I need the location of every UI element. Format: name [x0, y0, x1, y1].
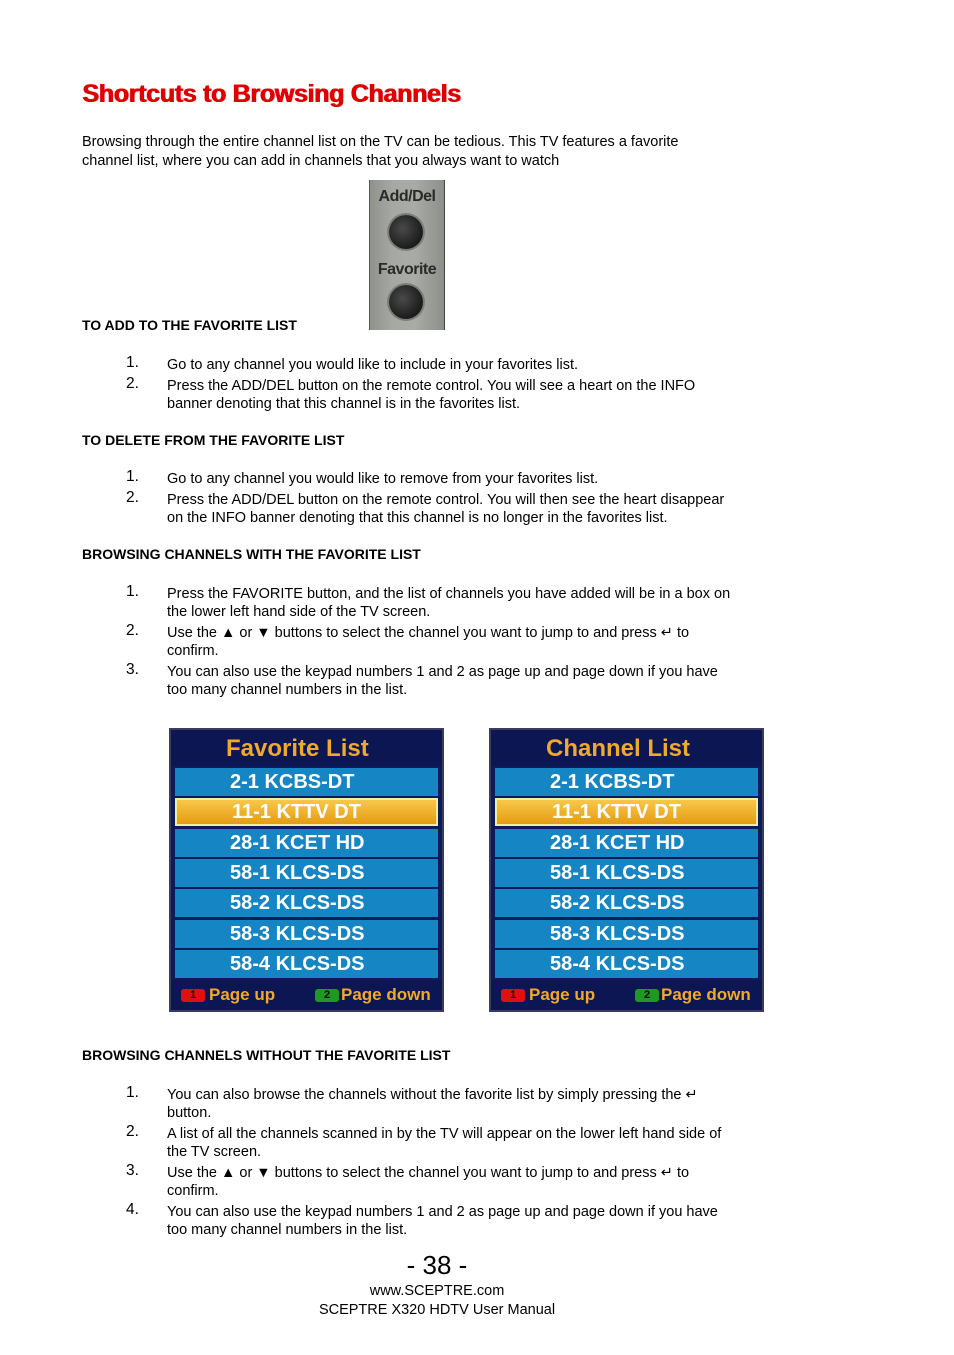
panel-footer [171, 980, 442, 1010]
favorite-list-screenshot [169, 728, 444, 1012]
favorite-label: Favorite [377, 261, 437, 278]
list-item-line: Go to any channel you would like to include in your favorites list. [167, 357, 579, 373]
channel-row: 58-3 KLCS-DS [175, 920, 438, 948]
list-item [167, 663, 797, 699]
list-number: 2. [126, 1123, 139, 1140]
list-item-line: Go to any channel you would like to remove from your favorites list. [167, 471, 599, 487]
channel-row: 58-2 KLCS-DS [495, 889, 758, 917]
section-heading: BROWSING CHANNELS WITH THE FAVORITE LIST [82, 546, 421, 562]
list-item-line: on the INFO banner denoting that this channel is no longer in the favorites list. [167, 510, 668, 526]
list-item-line: A list of all the channels scanned in by the TV will appear on the lower left hand side of [167, 1126, 722, 1142]
channel-row: 58-3 KLCS-DS [495, 920, 758, 948]
list-item-line: the TV screen. [167, 1144, 262, 1160]
manual-title: SCEPTRE X320 HDTV User Manual [318, 1302, 556, 1318]
list-item [167, 1086, 797, 1122]
list-item-line: Use the ▲ or ▼ buttons to select the channel you want to jump to and press ↵ to [167, 1165, 690, 1181]
channel-row: 58-4 KLCS-DS [175, 950, 438, 978]
list-number: 4. [126, 1201, 139, 1218]
list-item-line: You can also use the keypad numbers 1 and 2 as page up and page down if you have [167, 664, 718, 680]
list-number: 1. [126, 1084, 139, 1101]
list-number: 3. [126, 661, 139, 678]
page-up-label: Page up [529, 985, 596, 1004]
list-item-line: Use the ▲ or ▼ buttons to select the channel you want to jump to and press ↵ to [167, 625, 690, 641]
list-item-line: You can also browse the channels without the favorite list by simply pressing the ↵ [167, 1087, 698, 1103]
channel-list-screenshot [489, 728, 764, 1012]
section-heading: TO ADD TO THE FAVORITE LIST [82, 317, 297, 333]
list-item [167, 624, 797, 660]
list-item [167, 1125, 797, 1161]
panel-title: Favorite List [171, 730, 442, 766]
key-1-icon: 1 [501, 989, 525, 1002]
list-item-line: You can also use the keypad numbers 1 and 2 as page up and page down if you have [167, 1204, 718, 1220]
list-item-line: too many channel numbers in the list. [167, 682, 408, 698]
remote-control-image [369, 180, 445, 330]
list-item-line: confirm. [167, 643, 219, 659]
intro-paragraph [82, 133, 678, 171]
channel-row-selected: 11-1 KTTV DT [495, 798, 758, 826]
page-title: Shortcuts to Browsing Channels [82, 80, 461, 108]
list-number: 2. [126, 489, 139, 506]
list-number: 2. [126, 375, 139, 392]
favorite-button-icon [389, 285, 423, 319]
channel-row-selected: 11-1 KTTV DT [175, 798, 438, 826]
list-number: 3. [126, 1162, 139, 1179]
list-item [167, 585, 797, 621]
page-up-label: Page up [209, 985, 276, 1004]
intro-line: Browsing through the entire channel list on the TV can be tedious. This TV features a favorite [82, 134, 679, 150]
list-item [167, 356, 797, 374]
list-item-line: banner denoting that this channel is in the favorites list. [167, 396, 521, 412]
website-link[interactable]: www.SCEPTRE.com [369, 1283, 505, 1299]
page-down-label: Page down [661, 985, 751, 1004]
add-del-label: Add/Del [378, 188, 436, 205]
page-number: - 38 - [406, 1250, 468, 1280]
key-2-icon: 2 [635, 989, 659, 1002]
list-item [167, 491, 797, 527]
list-item-line: confirm. [167, 1183, 219, 1199]
list-item [167, 1203, 797, 1239]
key-2-icon: 2 [315, 989, 339, 1002]
section-heading: BROWSING CHANNELS WITHOUT THE FAVORITE LIST [82, 1047, 451, 1063]
list-item [167, 377, 797, 413]
list-item-line: button. [167, 1105, 212, 1121]
list-item-line: Press the FAVORITE button, and the list of channels you have added will be in a box on [167, 586, 731, 602]
list-item [167, 1164, 797, 1200]
list-item-line: Press the ADD/DEL button on the remote control. You will then see the heart disappear [167, 492, 725, 508]
list-number: 1. [126, 354, 139, 371]
channel-row: 58-1 KLCS-DS [495, 859, 758, 887]
list-item-line: the lower left hand side of the TV screen. [167, 604, 431, 620]
channel-row: 2-1 KCBS-DT [175, 768, 438, 796]
list-number: 1. [126, 583, 139, 600]
channel-row: 58-4 KLCS-DS [495, 950, 758, 978]
list-item-line: Press the ADD/DEL button on the remote control. You will see a heart on the INFO [167, 378, 696, 394]
add-del-button-icon [389, 215, 423, 249]
key-1-icon: 1 [181, 989, 205, 1002]
panel-footer [491, 980, 762, 1010]
channel-row: 28-1 KCET HD [495, 829, 758, 857]
list-number: 2. [126, 622, 139, 639]
list-number: 1. [126, 468, 139, 485]
list-item-line: too many channel numbers in the list. [167, 1222, 408, 1238]
channel-row: 58-1 KLCS-DS [175, 859, 438, 887]
list-item [167, 470, 797, 488]
section-heading: TO DELETE FROM THE FAVORITE LIST [82, 432, 345, 448]
intro-line: channel list, where you can add in channels that you always want to watch [82, 153, 560, 169]
panel-title: Channel List [491, 730, 762, 766]
channel-row: 58-2 KLCS-DS [175, 889, 438, 917]
channel-row: 2-1 KCBS-DT [495, 768, 758, 796]
channel-row: 28-1 KCET HD [175, 829, 438, 857]
page-down-label: Page down [341, 985, 431, 1004]
